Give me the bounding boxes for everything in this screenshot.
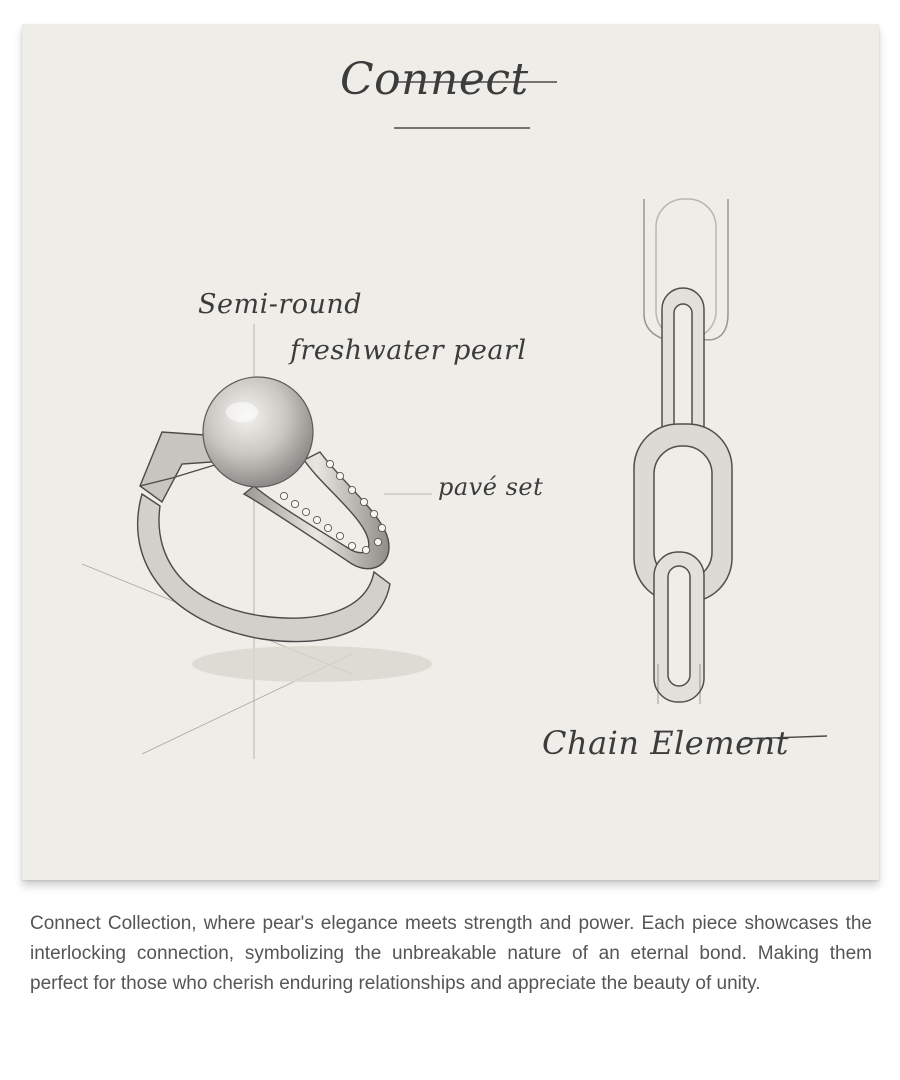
pearl-label-line-2: freshwater pearl xyxy=(290,335,527,366)
chain-label: Chain Element xyxy=(542,724,789,762)
ring-sketch xyxy=(138,377,432,682)
chain-sketch xyxy=(634,199,732,704)
pave-label: pavé set xyxy=(438,473,544,501)
sketch-title: Connect xyxy=(340,54,529,105)
pearl-label-line-1: Semi-round xyxy=(198,289,363,320)
collection-description: Connect Collection, where pear's elegance meets strength and power. Each piece showcases the interlocking connection, symbolizing the unbreakable nature of an eternal bond. Making them perfect for those who cherish enduring relationships and appreciate the beauty of unity. xyxy=(30,913,872,994)
pearl-label xyxy=(198,282,527,374)
sketch-illustration xyxy=(22,24,879,880)
